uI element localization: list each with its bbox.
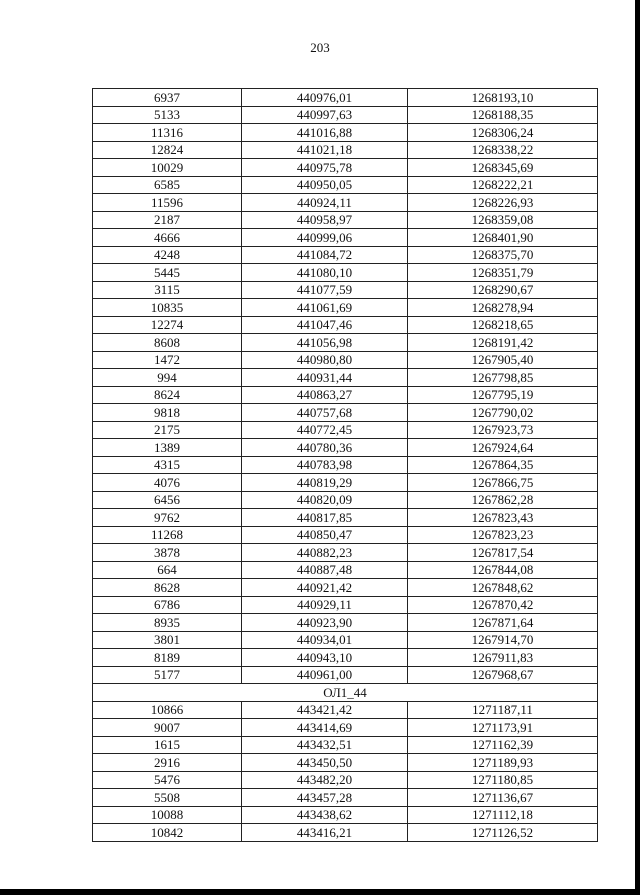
point-number-cell: 8624	[93, 386, 242, 404]
point-number-cell: 6786	[93, 596, 242, 614]
y-coordinate-cell: 1268226,93	[408, 194, 598, 212]
x-coordinate-cell: 440863,27	[242, 386, 408, 404]
x-coordinate-cell: 441080,10	[242, 264, 408, 282]
y-coordinate-cell: 1268222,21	[408, 176, 598, 194]
table-row	[93, 229, 598, 247]
table-row	[93, 421, 598, 439]
table-row	[93, 369, 598, 387]
y-coordinate-cell: 1268345,69	[408, 159, 598, 177]
table-row	[93, 246, 598, 264]
x-coordinate-cell: 440820,09	[242, 491, 408, 509]
table-row	[93, 614, 598, 632]
x-coordinate-cell: 440923,90	[242, 614, 408, 632]
y-coordinate-cell: 1268188,35	[408, 106, 598, 124]
point-number-cell: 10029	[93, 159, 242, 177]
x-coordinate-cell: 440950,05	[242, 176, 408, 194]
table-row	[93, 736, 598, 754]
y-coordinate-cell: 1267866,75	[408, 474, 598, 492]
table-row	[93, 351, 598, 369]
point-number-cell: 10835	[93, 299, 242, 317]
y-coordinate-cell: 1267795,19	[408, 386, 598, 404]
table-row	[93, 106, 598, 124]
point-number-cell: 5133	[93, 106, 242, 124]
y-coordinate-cell: 1268193,10	[408, 89, 598, 107]
point-number-cell: 664	[93, 561, 242, 579]
x-coordinate-cell: 443457,28	[242, 789, 408, 807]
table-row	[93, 439, 598, 457]
scan-edge-right	[635, 0, 640, 895]
point-number-cell: 5177	[93, 666, 242, 684]
y-coordinate-cell: 1267864,35	[408, 456, 598, 474]
table-row	[93, 474, 598, 492]
y-coordinate-cell: 1267798,85	[408, 369, 598, 387]
scan-edge-bottom	[0, 889, 640, 895]
point-number-cell: 5508	[93, 789, 242, 807]
y-coordinate-cell: 1267844,08	[408, 561, 598, 579]
coordinates-table-body	[93, 89, 598, 842]
point-number-cell: 12274	[93, 316, 242, 334]
point-number-cell: 6585	[93, 176, 242, 194]
point-number-cell: 10866	[93, 701, 242, 719]
point-number-cell: 6456	[93, 491, 242, 509]
point-number-cell: 2916	[93, 754, 242, 772]
point-number-cell: 6937	[93, 89, 242, 107]
y-coordinate-cell: 1268351,79	[408, 264, 598, 282]
point-number-cell: 9818	[93, 404, 242, 422]
point-number-cell: 4315	[93, 456, 242, 474]
coordinates-table	[92, 88, 598, 842]
y-coordinate-cell: 1268306,24	[408, 124, 598, 142]
table-row	[93, 334, 598, 352]
x-coordinate-cell: 441077,59	[242, 281, 408, 299]
x-coordinate-cell: 443450,50	[242, 754, 408, 772]
table-row	[93, 824, 598, 842]
point-number-cell: 8189	[93, 649, 242, 667]
x-coordinate-cell: 440929,11	[242, 596, 408, 614]
x-coordinate-cell: 440819,29	[242, 474, 408, 492]
y-coordinate-cell: 1271112,18	[408, 806, 598, 824]
point-number-cell: 9007	[93, 719, 242, 737]
point-number-cell: 8935	[93, 614, 242, 632]
x-coordinate-cell: 443482,20	[242, 771, 408, 789]
y-coordinate-cell: 1268191,42	[408, 334, 598, 352]
table-row	[93, 456, 598, 474]
table-row	[93, 176, 598, 194]
y-coordinate-cell: 1271126,52	[408, 824, 598, 842]
x-coordinate-cell: 440757,68	[242, 404, 408, 422]
y-coordinate-cell: 1271189,93	[408, 754, 598, 772]
table-row	[93, 544, 598, 562]
y-coordinate-cell: 1268401,90	[408, 229, 598, 247]
x-coordinate-cell: 440887,48	[242, 561, 408, 579]
x-coordinate-cell: 443438,62	[242, 806, 408, 824]
x-coordinate-cell: 440772,45	[242, 421, 408, 439]
point-number-cell: 9762	[93, 509, 242, 527]
x-coordinate-cell: 440921,42	[242, 579, 408, 597]
table-row	[93, 404, 598, 422]
x-coordinate-cell: 440931,44	[242, 369, 408, 387]
table-row	[93, 666, 598, 684]
y-coordinate-cell: 1267911,83	[408, 649, 598, 667]
x-coordinate-cell: 440882,23	[242, 544, 408, 562]
y-coordinate-cell: 1268359,08	[408, 211, 598, 229]
point-number-cell: 994	[93, 369, 242, 387]
point-number-cell: 1615	[93, 736, 242, 754]
point-number-cell: 12824	[93, 141, 242, 159]
table-row	[93, 194, 598, 212]
y-coordinate-cell: 1271162,39	[408, 736, 598, 754]
point-number-cell: 5445	[93, 264, 242, 282]
point-number-cell: 10842	[93, 824, 242, 842]
x-coordinate-cell: 440850,47	[242, 526, 408, 544]
x-coordinate-cell: 443414,69	[242, 719, 408, 737]
y-coordinate-cell: 1271136,67	[408, 789, 598, 807]
y-coordinate-cell: 1271180,85	[408, 771, 598, 789]
x-coordinate-cell: 440924,11	[242, 194, 408, 212]
point-number-cell: 8608	[93, 334, 242, 352]
table-row	[93, 299, 598, 317]
y-coordinate-cell: 1267905,40	[408, 351, 598, 369]
x-coordinate-cell: 440975,78	[242, 159, 408, 177]
table-row	[93, 264, 598, 282]
x-coordinate-cell: 440817,85	[242, 509, 408, 527]
table-row	[93, 316, 598, 334]
x-coordinate-cell: 443432,51	[242, 736, 408, 754]
point-number-cell: 4248	[93, 246, 242, 264]
point-number-cell: 2175	[93, 421, 242, 439]
y-coordinate-cell: 1268290,67	[408, 281, 598, 299]
x-coordinate-cell: 440999,06	[242, 229, 408, 247]
x-coordinate-cell: 443416,21	[242, 824, 408, 842]
x-coordinate-cell: 441061,69	[242, 299, 408, 317]
y-coordinate-cell: 1267790,02	[408, 404, 598, 422]
point-number-cell: 5476	[93, 771, 242, 789]
x-coordinate-cell: 443421,42	[242, 701, 408, 719]
point-number-cell: 2187	[93, 211, 242, 229]
y-coordinate-cell: 1271173,91	[408, 719, 598, 737]
point-number-cell: 1472	[93, 351, 242, 369]
table-row	[93, 211, 598, 229]
page-number: 203	[310, 40, 330, 55]
x-coordinate-cell: 440958,97	[242, 211, 408, 229]
y-coordinate-cell: 1267848,62	[408, 579, 598, 597]
x-coordinate-cell: 440961,00	[242, 666, 408, 684]
point-number-cell: 8628	[93, 579, 242, 597]
x-coordinate-cell: 441084,72	[242, 246, 408, 264]
point-number-cell: 3878	[93, 544, 242, 562]
y-coordinate-cell: 1267924,64	[408, 439, 598, 457]
y-coordinate-cell: 1268375,70	[408, 246, 598, 264]
table-row	[93, 806, 598, 824]
table-row	[93, 771, 598, 789]
table-row	[93, 719, 598, 737]
x-coordinate-cell: 440934,01	[242, 631, 408, 649]
point-number-cell: 3801	[93, 631, 242, 649]
table-row	[93, 579, 598, 597]
y-coordinate-cell: 1267871,64	[408, 614, 598, 632]
x-coordinate-cell: 441047,46	[242, 316, 408, 334]
x-coordinate-cell: 440997,63	[242, 106, 408, 124]
table-row	[93, 596, 598, 614]
table-row	[93, 631, 598, 649]
x-coordinate-cell: 441056,98	[242, 334, 408, 352]
point-number-cell: 11268	[93, 526, 242, 544]
x-coordinate-cell: 441021,18	[242, 141, 408, 159]
y-coordinate-cell: 1267817,54	[408, 544, 598, 562]
y-coordinate-cell: 1267862,28	[408, 491, 598, 509]
y-coordinate-cell: 1267823,43	[408, 509, 598, 527]
point-number-cell: 1389	[93, 439, 242, 457]
table-row	[93, 561, 598, 579]
table-row	[93, 124, 598, 142]
table-row	[93, 526, 598, 544]
table-row	[93, 754, 598, 772]
table-row	[93, 89, 598, 107]
table-row	[93, 701, 598, 719]
y-coordinate-cell: 1268278,94	[408, 299, 598, 317]
y-coordinate-cell: 1271187,11	[408, 701, 598, 719]
x-coordinate-cell: 440980,80	[242, 351, 408, 369]
point-number-cell: 11596	[93, 194, 242, 212]
x-coordinate-cell: 440943,10	[242, 649, 408, 667]
y-coordinate-cell: 1268218,65	[408, 316, 598, 334]
table-row	[93, 281, 598, 299]
table-row	[93, 159, 598, 177]
table-row	[93, 386, 598, 404]
table-row	[93, 509, 598, 527]
section-row	[93, 684, 598, 702]
table-row	[93, 789, 598, 807]
section-label: ОЛ1_44	[93, 684, 598, 702]
x-coordinate-cell: 440780,36	[242, 439, 408, 457]
point-number-cell: 4666	[93, 229, 242, 247]
table-row	[93, 649, 598, 667]
x-coordinate-cell: 440783,98	[242, 456, 408, 474]
y-coordinate-cell: 1268338,22	[408, 141, 598, 159]
point-number-cell: 3115	[93, 281, 242, 299]
point-number-cell: 4076	[93, 474, 242, 492]
y-coordinate-cell: 1267968,67	[408, 666, 598, 684]
point-number-cell: 10088	[93, 806, 242, 824]
x-coordinate-cell: 440976,01	[242, 89, 408, 107]
y-coordinate-cell: 1267823,23	[408, 526, 598, 544]
y-coordinate-cell: 1267923,73	[408, 421, 598, 439]
table-row	[93, 491, 598, 509]
y-coordinate-cell: 1267914,70	[408, 631, 598, 649]
x-coordinate-cell: 441016,88	[242, 124, 408, 142]
y-coordinate-cell: 1267870,42	[408, 596, 598, 614]
point-number-cell: 11316	[93, 124, 242, 142]
table-row	[93, 141, 598, 159]
